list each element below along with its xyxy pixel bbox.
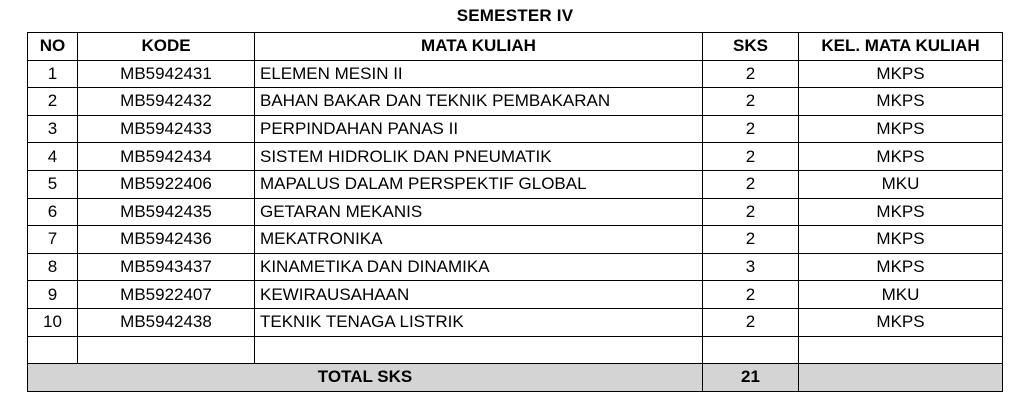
table-row: [28, 60, 1003, 88]
empty-cell: [799, 336, 1003, 364]
table-row: [28, 226, 1003, 254]
cell-kode: MB5922406: [78, 170, 255, 198]
cell-sks: 2: [703, 226, 799, 254]
cell-kel: MKPS: [799, 198, 1003, 226]
header-sks: SKS: [703, 33, 799, 61]
cell-sks: 2: [703, 308, 799, 336]
cell-mata-kuliah: GETARAN MEKANIS: [255, 198, 703, 226]
empty-cell: [703, 336, 799, 364]
total-empty-cell: [799, 364, 1003, 392]
cell-no: 9: [28, 281, 78, 309]
cell-mata-kuliah: ELEMEN MESIN II: [255, 60, 703, 88]
header-mata-kuliah: MATA KULIAH: [255, 33, 703, 61]
cell-sks: 3: [703, 253, 799, 281]
table-row: [28, 88, 1003, 116]
cell-sks: 2: [703, 143, 799, 171]
cell-mata-kuliah: PERPINDAHAN PANAS II: [255, 115, 703, 143]
empty-cell: [78, 336, 255, 364]
header-kode: KODE: [78, 33, 255, 61]
empty-row: [28, 336, 1003, 364]
cell-no: 6: [28, 198, 78, 226]
empty-cell: [255, 336, 703, 364]
cell-kode: MB5942438: [78, 308, 255, 336]
cell-kode: MB5942435: [78, 198, 255, 226]
table-row: [28, 115, 1003, 143]
cell-sks: 2: [703, 170, 799, 198]
cell-mata-kuliah: KEWIRAUSAHAAN: [255, 281, 703, 309]
cell-sks: 2: [703, 88, 799, 116]
cell-kode: MB5942433: [78, 115, 255, 143]
cell-mata-kuliah: BAHAN BAKAR DAN TEKNIK PEMBAKARAN: [255, 88, 703, 116]
cell-mata-kuliah: SISTEM HIDROLIK DAN PNEUMATIK: [255, 143, 703, 171]
cell-sks: 2: [703, 281, 799, 309]
cell-mata-kuliah: MAPALUS DALAM PERSPEKTIF GLOBAL: [255, 170, 703, 198]
cell-kode: MB5943437: [78, 253, 255, 281]
table-row: [28, 253, 1003, 281]
cell-kel: MKPS: [799, 60, 1003, 88]
cell-no: 8: [28, 253, 78, 281]
cell-no: 3: [28, 115, 78, 143]
cell-kel: MKPS: [799, 115, 1003, 143]
total-label: TOTAL SKS: [28, 364, 703, 392]
header-no: NO: [28, 33, 78, 61]
cell-no: 4: [28, 143, 78, 171]
cell-mata-kuliah: KINAMETIKA DAN DINAMIKA: [255, 253, 703, 281]
cell-no: 5: [28, 170, 78, 198]
cell-kode: MB5942434: [78, 143, 255, 171]
cell-sks: 2: [703, 198, 799, 226]
cell-no: 10: [28, 308, 78, 336]
cell-kode: MB5942431: [78, 60, 255, 88]
page-title: SEMESTER IV: [456, 6, 574, 25]
table-row: [28, 170, 1003, 198]
cell-kel: MKPS: [799, 143, 1003, 171]
course-table: [27, 32, 1003, 392]
total-value: 21: [703, 364, 799, 392]
empty-cell: [28, 336, 78, 364]
cell-no: 7: [28, 226, 78, 254]
table-row: [28, 281, 1003, 309]
cell-sks: 2: [703, 115, 799, 143]
cell-mata-kuliah: TEKNIK TENAGA LISTRIK: [255, 308, 703, 336]
cell-kode: MB5942432: [78, 88, 255, 116]
cell-sks: 2: [703, 60, 799, 88]
cell-kel: MKU: [799, 170, 1003, 198]
cell-kode: MB5922407: [78, 281, 255, 309]
cell-no: 1: [28, 60, 78, 88]
table-row: [28, 198, 1003, 226]
table-row: [28, 308, 1003, 336]
cell-kel: MKPS: [799, 226, 1003, 254]
header-kel-mata-kuliah: KEL. MATA KULIAH: [799, 33, 1003, 61]
total-row: [28, 364, 1003, 392]
cell-no: 2: [28, 88, 78, 116]
cell-mata-kuliah: MEKATRONIKA: [255, 226, 703, 254]
cell-kel: MKPS: [799, 308, 1003, 336]
header-row: [28, 33, 1003, 61]
cell-kode: MB5942436: [78, 226, 255, 254]
cell-kel: MKU: [799, 281, 1003, 309]
table-row: [28, 143, 1003, 171]
cell-kel: MKPS: [799, 253, 1003, 281]
cell-kel: MKPS: [799, 88, 1003, 116]
